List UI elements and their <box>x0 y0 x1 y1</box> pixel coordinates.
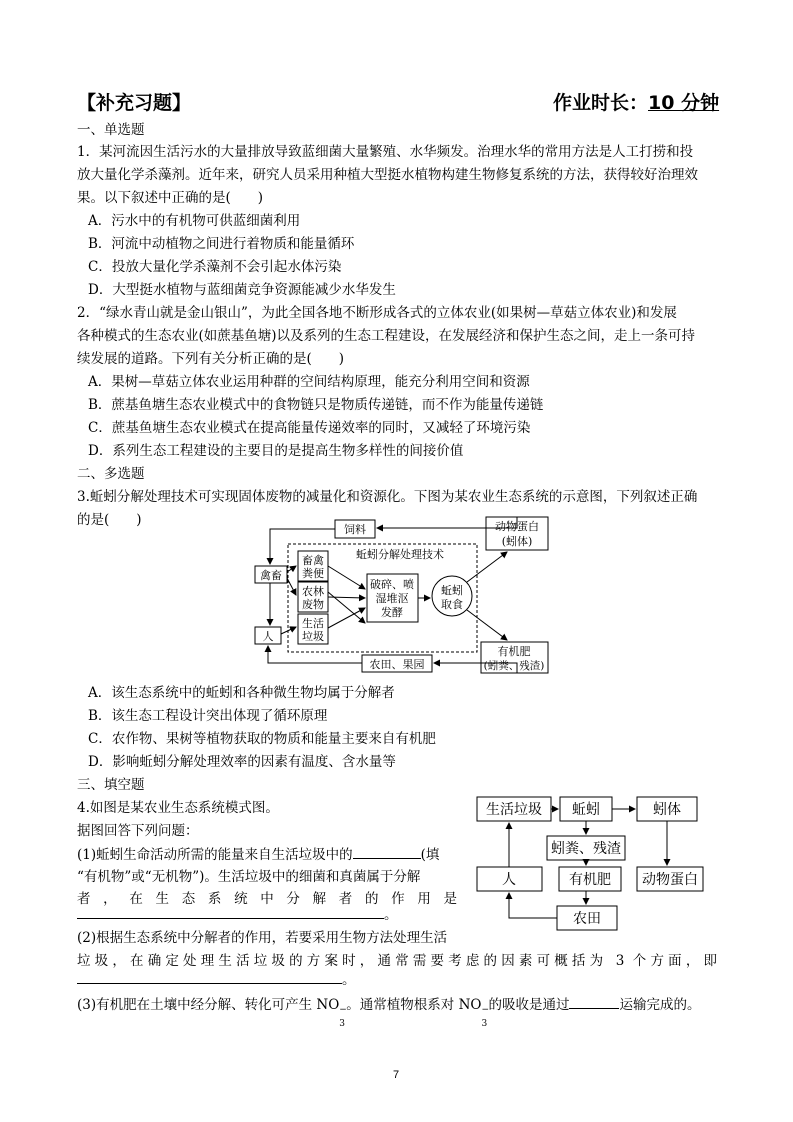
q4-ecosystem-diagram <box>470 790 720 935</box>
q4-part1-line1 <box>77 845 439 865</box>
q4-part1-line4 <box>77 905 398 925</box>
q3-option-a: A．该生态系统中的蚯蚓和各种微生物均属于分解者 <box>88 685 395 701</box>
q3-ecosystem-diagram <box>240 512 580 682</box>
section-fill-blank: 三、填空题 <box>77 777 145 793</box>
q3-node-worm-eat: 蚯蚓 <box>441 584 463 597</box>
q4-p3-sup-2: − <box>481 1005 490 1015</box>
q3-node-manure: 畜禽 <box>302 554 324 567</box>
q3-tech-label: 蚯蚓分解处理技术 <box>356 548 444 561</box>
q4-part2-line2: 垃圾，在确定处理生活垃圾的方案时，通常需要考虑的因素可概括为 3 个方面，即 <box>77 953 717 969</box>
section-single-choice: 一、单选题 <box>77 122 145 138</box>
q4-p1-text: (1)蚯蚓生命活动所需的能量来自生活垃圾中的 <box>77 847 353 863</box>
q4-p3-text-c: 的吸收是通过 <box>488 997 570 1013</box>
q1-line: 果。以下叙述中正确的是( ) <box>77 190 264 206</box>
q4-part1-line3: 者，在生态系统中分解者的作用是 <box>77 891 457 907</box>
q4-p3-sub-2: 3 <box>481 1019 488 1029</box>
q3-option-d: D．影响蚯蚓分解处理效率的因素有温度、含水量等 <box>88 754 396 770</box>
q4-p1-text-b: (填 <box>420 847 440 863</box>
q4-node-worm: 蚯蚓 <box>572 802 600 818</box>
q3-node-manure-2: 粪便 <box>302 567 324 580</box>
q4-node-protein: 动物蛋白 <box>642 872 698 888</box>
q1-option-c: C．投放大量化学杀藻剂不会引起水体污染 <box>88 259 342 275</box>
q3-node-animal-protein: 动物蛋白 <box>495 520 539 533</box>
q4-node-worm-body: 蚓体 <box>653 802 681 818</box>
q3-node-garbage: 生活 <box>302 617 324 630</box>
q1-option-b: B．河流中动植物之间进行着物质和能量循环 <box>88 236 355 252</box>
q3-node-feed: 饲料 <box>344 523 366 536</box>
q2-option-d: D．系列生态工程建设的主要目的是提高生物多样性的间接价值 <box>88 443 464 459</box>
q4-p1-end: 。 <box>384 907 398 923</box>
q2-option-c: C．蔗基鱼塘生态农业模式在提高能量传递效率的同时，又减轻了环境污染 <box>88 420 531 436</box>
q4-prompt: 据图回答下列问题： <box>77 823 199 839</box>
q3-node-farm-waste-2: 废物 <box>302 598 324 611</box>
q4-p3-text-d: 运输完成的。 <box>619 997 701 1013</box>
q4-part2-line1: (2)根据生态系统中分解者的作用，若要采用生物方法处理生活 <box>77 930 448 946</box>
q3-node-human: 人 <box>262 630 274 643</box>
q2-line: 2．“绿水青山就是金山银山”，为此全国各地不断形成各式的立体农业(如果树—草菇立体农业)和发展 <box>77 305 677 321</box>
q3-node-garbage-2: 垃圾 <box>302 630 324 643</box>
q3-node-organic: 有机肥 <box>497 645 531 658</box>
q3-option-b: B．该生态工程设计突出体现了循环原理 <box>88 708 328 724</box>
q3-node-process-2: 湿堆沤 <box>375 592 409 605</box>
q4-part3 <box>77 995 701 1029</box>
q3-node-organic-sub: (蚓粪、残渣) <box>483 660 545 672</box>
q4-p2-end: 。 <box>342 972 356 988</box>
q1-line: 1．某河流因生活污水的大量排放导致蓝细菌大量繁殖、水华频发。治理水华的常用方法是人工打捞和投 <box>77 144 694 160</box>
q4-blank-4[interactable] <box>569 1008 619 1009</box>
q3-line: 3.蚯蚓分解处理技术可实现固体废物的减量化和资源化。下图为某农业生态系统的示意图，下列叙述正确 <box>77 489 698 505</box>
q3-node-animal-protein-sub: (蚓体) <box>501 535 533 548</box>
q1-option-d: D．大型挺水植物与蓝细菌竞争资源能减少水华发生 <box>88 282 396 298</box>
q4-blank-2[interactable] <box>77 918 384 919</box>
q4-node-field: 农田 <box>573 911 601 927</box>
q2-line: 续发展的道路。下列有关分析正确的是( ) <box>77 351 345 367</box>
q4-blank-1[interactable] <box>353 858 421 859</box>
q1-option-a: A．污水中的有机物可供蓝细菌利用 <box>88 213 301 229</box>
q4-p3-text-b: 。通常植物根系对 NO <box>346 997 482 1013</box>
q4-node-feces: 蚓粪、残渣 <box>551 841 621 857</box>
q4-part2-line3 <box>77 970 356 990</box>
q3-node-worm-eat-2: 取食 <box>441 598 463 611</box>
duration-value: 10 分钟 <box>648 92 720 114</box>
q4-p3-sup: − <box>339 1005 347 1015</box>
q3-node-process-3: 发酵 <box>381 606 403 619</box>
section-multi-choice: 二、多选题 <box>77 466 145 482</box>
q4-node-garbage: 生活垃圾 <box>486 802 542 818</box>
homework-duration <box>553 88 719 115</box>
q3-node-field: 农田、果园 <box>369 658 425 671</box>
duration-label: 作业时长： <box>553 92 649 114</box>
q4-intro: 4.如图是某农业生态系统模式图。 <box>77 800 279 816</box>
q2-option-b: B．蔗基鱼塘生态农业模式中的食物链只是物质传递链，而不作为能量传递链 <box>88 397 544 413</box>
q3-line: 的是( ) <box>77 512 142 528</box>
q3-node-process: 破碎、喷 <box>370 578 414 591</box>
q4-node-organic: 有机肥 <box>569 872 611 888</box>
page-number: 7 <box>393 1069 400 1081</box>
q3-option-c: C．农作物、果树等植物获取的物质和能量主要来自有机肥 <box>88 731 436 747</box>
q4-part1-line2: “有机物”或“无机物”)。生活垃圾中的细菌和真菌属于分解 <box>77 869 421 885</box>
q1-line: 放大量化学杀藻剂。近年来，研究人员采用种植大型挺水植物构建生物修复系统的方法，获得较好治理效 <box>77 167 698 183</box>
page-title: 【补充习题】 <box>77 92 192 114</box>
q4-p3-text: (3)有机肥在土壤中经分解、转化可产生 NO <box>77 997 340 1013</box>
q3-node-livestock: 禽畜 <box>260 569 282 582</box>
q2-line: 各种模式的生态农业(如蔗基鱼塘)以及系列的生态工程建设，在发展经济和保护生态之间，走上一条可持 <box>77 328 696 344</box>
q4-node-human: 人 <box>502 872 516 888</box>
q4-p3-sub: 3 <box>339 1019 346 1029</box>
q2-option-a: A．果树—草菇立体农业运用种群的空间结构原理，能充分利用空间和资源 <box>88 374 530 390</box>
q3-node-farm-waste: 农林 <box>302 585 324 598</box>
q4-blank-3[interactable] <box>77 983 342 984</box>
